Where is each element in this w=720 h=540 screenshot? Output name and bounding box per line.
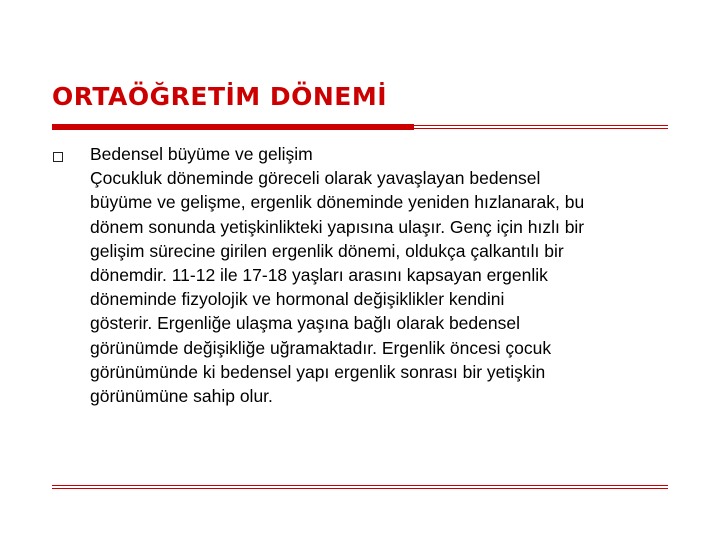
bullet-line: görünümde değişikliğe uğramaktadır. Ergenlik öncesi çocuk <box>90 337 552 358</box>
slide-title: ORTAÖĞRETİM DÖNEMİ <box>52 82 388 111</box>
bullet-line: Çocukluk döneminde göreceli olarak yavaşlayan bedensel <box>90 168 541 189</box>
bullet-heading: Bedensel büyüme ve gelişim <box>90 144 313 164</box>
bullet-line: döneminde fizyolojik ve hormonal değişiklikler kendini <box>90 289 505 310</box>
bullet-line: dönem sonunda yetişkinlikteki yapısına ulaşır. Genç için hızlı bir <box>90 216 585 237</box>
bullet-line: görünümünde ki bedensel yapı ergenlik sonrası bir yetişkin <box>90 361 546 382</box>
footer-rule-lower <box>52 488 668 489</box>
bullet-line: gelişim sürecine girilen ergenlik dönemi, oldukça çalkantılı bir <box>90 240 564 261</box>
bullet-line: gösterir. Ergenliğe ulaşma yaşına bağlı olarak bedensel <box>90 313 520 334</box>
bullet-content <box>90 142 670 408</box>
title-underline-thick <box>52 124 414 130</box>
bullet-line: büyüme ve gelişme, ergenlik döneminde yeniden hızlanarak, bu <box>90 192 585 213</box>
hollow-square-bullet-icon <box>53 152 63 162</box>
footer-rule-upper <box>52 485 668 486</box>
bullet-line: dönemdir. 11-12 ile 17-18 yaşları arasını kapsayan ergenlik <box>90 265 548 286</box>
bullet-line: görünümüne sahip olur. <box>90 386 273 407</box>
